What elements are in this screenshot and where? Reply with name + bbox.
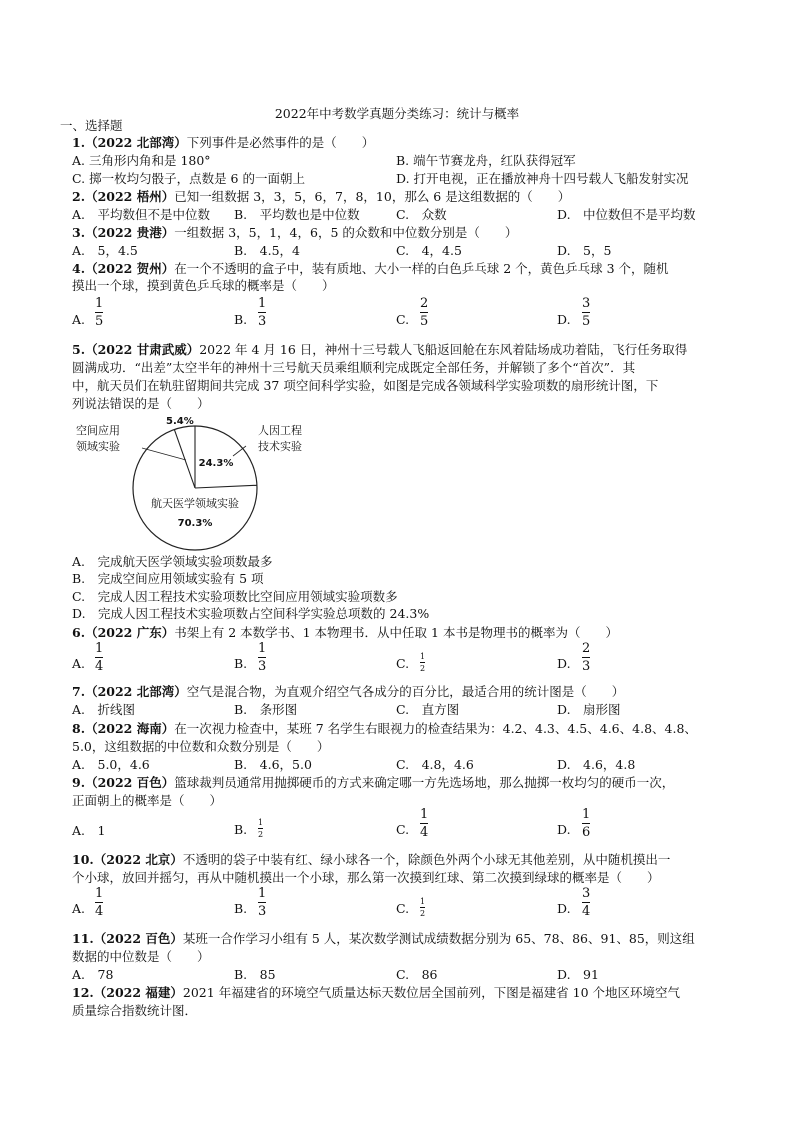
question-12 [72, 984, 680, 1001]
option-c: C. 掷一枚均匀骰子，点数是 6 的一面朝上 [72, 171, 305, 186]
numerator: 1 [420, 652, 426, 661]
question-source: （2022 贺州） [85, 261, 175, 276]
question-text: 2022 年 4 月 16 日，神州十三号载人飞船返回舱在东风着陆场成功着陆，飞行任务取得 [199, 342, 688, 357]
question-9 [72, 774, 674, 791]
question-text-cont: 圆满成功．“出差”太空半年的神州十三号航天员乘组顺利完成既定全部任务，并解锁了多个“首次”．其 [72, 360, 636, 375]
question-text: 篮球裁判员通常用抛掷硬币的方式来确定哪一方先选场地，那么抛掷一枚均匀的硬币一次， [174, 775, 675, 790]
numerator: 1 [95, 296, 104, 311]
question-text-cont: 个小球，放回并摇匀，再从中随机摸出一个小球，那么第一次摸到红球、第二次摸到绿球的概率是（ ） [72, 870, 660, 885]
question-text-cont: 摸出一个球，摸到黄色乒乓球的概率是（ ） [72, 278, 335, 293]
question-11 [72, 930, 695, 947]
option-c: C. 直方图 [396, 702, 460, 717]
question-5 [72, 341, 687, 358]
question-text: 一组数据 3，5，1，4，6，5 的众数和中位数分别是（ ） [174, 225, 518, 240]
question-text-cont: 列说法错误的是（ ） [72, 396, 210, 411]
question-text-cont: 数据的中位数是（ ） [72, 949, 210, 964]
option-d: D. 完成人因工程技术实验项数占空间科学实验总项数的 24.3% [72, 606, 430, 621]
question-source: （2022 海南） [85, 721, 175, 736]
question-text: 下列事件是必然事件的是（ ） [186, 135, 375, 150]
option-b-label: B. [234, 822, 248, 837]
option-a: A. 5.0，4.6 [72, 757, 150, 772]
option-b: B. 4.6，5.0 [234, 757, 312, 772]
option-a-label: A. [72, 901, 86, 916]
option-c: C. 4.8，4.6 [396, 757, 474, 772]
option-d-label: D. [557, 656, 571, 671]
question-text-cont: 正面朝上的概率是（ ） [72, 793, 223, 808]
slice-divider-2 [195, 485, 257, 488]
denominator: 4 [582, 904, 591, 919]
option-b-fraction [258, 818, 263, 839]
question-text-cont: 5.0，这组数据的中位数和众数分别是（ ） [72, 739, 330, 754]
question-text: 空气是混合物，为直观介绍空气各成分的百分比，最适合用的统计图是（ ） [186, 684, 625, 699]
option-d: D. 中位数但不是平均数 [557, 207, 696, 222]
question-number: 4. [72, 261, 86, 276]
option-c: C. 4，4.5 [396, 243, 462, 258]
question-number: 7. [72, 684, 86, 699]
question-source: （2022 福建） [93, 985, 183, 1000]
option-d: D. 5，5 [557, 243, 612, 258]
denominator: 3 [258, 904, 267, 919]
denominator: 4 [95, 904, 104, 919]
question-10 [72, 851, 670, 868]
slice-label-medical: 航天医学领域实验 [151, 497, 239, 510]
slice-value-space: 5.4% [166, 416, 194, 427]
question-text-cont: 中，航天员们在轨驻留期间共完成 37 项空间科学实验，如图是完成各领域科学实验项数的扇形统计图，下 [72, 378, 659, 393]
option-b: B. 85 [234, 967, 276, 982]
slice-divider-3 [174, 430, 195, 488]
question-7 [72, 683, 624, 700]
denominator: 3 [258, 314, 267, 329]
option-b-label: B. [234, 901, 248, 916]
slice-label-human-1: 人因工程 [258, 424, 302, 437]
option-b: B. 4.5，4 [234, 243, 300, 258]
numerator: 2 [582, 641, 591, 656]
option-c-label: C. [396, 312, 410, 327]
question-number: 2. [72, 189, 86, 204]
option-d-label: D. [557, 822, 571, 837]
pie-chart [70, 412, 330, 552]
option-d-fraction [582, 641, 590, 674]
question-text: 在一次视力检查中，某班 7 名学生右眼视力的检查结果为：4.2、4.3、4.5、4.6、4.8、4.8、 [174, 721, 697, 736]
question-source: （2022 北部湾） [85, 135, 187, 150]
question-6 [72, 624, 618, 641]
page-title: 2022年中考数学真题分类练习：统计与概率 [274, 106, 520, 121]
question-source: （2022 百色） [85, 775, 175, 790]
numerator: 3 [582, 886, 591, 901]
denominator: 3 [582, 659, 591, 674]
option-b: B. 条形图 [234, 702, 298, 717]
slice-value-human: 24.3% [198, 458, 234, 469]
option-a: A. 5，4.5 [72, 243, 138, 258]
question-text: 2021 年福建省的环境空气质量达标天数位居全国前列，下图是福建省 10 个地区环境空气 [182, 985, 681, 1000]
option-b-fraction [258, 886, 266, 919]
denominator: 4 [95, 659, 104, 674]
leader-line-space [142, 448, 186, 460]
question-text: 已知一组数据 3，3，5，6，7，8，10，那么 6 是这组数据的（ ） [174, 189, 571, 204]
option-d: D. 打开电视，正在播放神舟十四号载人飞船发射实况 [396, 171, 689, 186]
question-source: （2022 梧州） [85, 189, 175, 204]
option-b-fraction [258, 641, 266, 674]
denominator: 2 [420, 909, 426, 918]
question-source: （2022 广东） [85, 625, 175, 640]
numerator: 1 [258, 886, 267, 901]
denominator: 2 [420, 664, 426, 673]
option-a: A. 折线图 [72, 702, 136, 717]
slice-label-space-1: 空间应用 [76, 424, 120, 437]
option-a: A. 平均数但不是中位数 [72, 207, 211, 222]
question-8 [72, 720, 697, 737]
question-source: （2022 甘肃武威） [85, 342, 200, 357]
question-number: 8. [72, 721, 86, 736]
question-source: （2022 北京） [93, 852, 183, 867]
option-a: A. 完成航天医学领域实验项数最多 [72, 554, 273, 569]
option-c: C. 86 [396, 967, 438, 982]
slice-label-human-2: 技术实验 [258, 440, 302, 453]
option-b-fraction [258, 296, 266, 329]
question-number: 9. [72, 775, 86, 790]
option-c-fraction [420, 652, 425, 673]
section-heading: 一、选择题 [60, 118, 123, 133]
option-a-label: A. [72, 312, 86, 327]
question-text: 书架上有 2 本数学书、1 本物理书．从中任取 1 本书是物理书的概率为（ ） [174, 625, 618, 640]
question-text: 不透明的袋子中装有红、绿小球各一个，除颜色外两个小球无其他差别，从中随机摸出一 [182, 852, 671, 867]
option-c: C. 完成人因工程技术实验项数比空间应用领域实验项数多 [72, 589, 398, 604]
numerator: 3 [582, 296, 591, 311]
question-source: （2022 北部湾） [85, 684, 187, 699]
option-a: A. 三角形内角和是 180° [72, 153, 211, 168]
option-a-fraction [95, 641, 103, 674]
question-number: 3. [72, 225, 86, 240]
option-d: D. 扇形图 [557, 702, 621, 717]
numerator: 1 [420, 897, 426, 906]
question-source: （2022 百色） [93, 931, 183, 946]
slice-label-space-2: 领域实验 [76, 440, 120, 453]
option-b: B. 端午节赛龙舟，红队获得冠军 [396, 153, 576, 168]
question-number: 12. [72, 985, 94, 1000]
option-c-label: C. [396, 656, 410, 671]
option-a-label: A. [72, 656, 86, 671]
denominator: 5 [420, 314, 429, 329]
question-number: 11. [72, 931, 94, 946]
option-b: B. 完成空间应用领域实验有 5 项 [72, 571, 264, 586]
numerator: 1 [95, 886, 104, 901]
denominator: 5 [95, 314, 104, 329]
option-b: B. 平均数也是中位数 [234, 207, 360, 222]
slice-value-medical: 70.3% [177, 518, 213, 529]
numerator: 2 [420, 296, 429, 311]
question-source: （2022 贵港） [85, 225, 175, 240]
numerator: 1 [420, 807, 429, 822]
numerator: 1 [95, 641, 104, 656]
denominator: 4 [420, 825, 429, 840]
question-number: 6. [72, 625, 86, 640]
option-a-fraction [95, 886, 103, 919]
denominator: 2 [258, 830, 264, 839]
numerator: 1 [582, 807, 591, 822]
numerator: 1 [258, 296, 267, 311]
option-c-label: C. [396, 822, 410, 837]
option-c-fraction [420, 296, 428, 329]
option-c-fraction [420, 897, 425, 918]
question-3 [72, 224, 517, 241]
question-number: 5. [72, 342, 86, 357]
question-2 [72, 188, 570, 205]
question-1 [72, 134, 374, 151]
numerator: 1 [258, 818, 264, 827]
option-d-fraction [582, 886, 590, 919]
question-4 [72, 260, 669, 277]
option-c-fraction [420, 807, 428, 840]
option-a-fraction [95, 296, 103, 329]
option-b-label: B. [234, 312, 248, 327]
question-text: 某班一合作学习小组有 5 人，某次数学测试成绩数据分别为 65、78、86、91、85，则这组 [182, 931, 695, 946]
option-d-label: D. [557, 312, 571, 327]
question-text-cont: 质量综合指数统计图． [72, 1003, 198, 1018]
question-number: 1. [72, 135, 86, 150]
option-d: D. 91 [557, 967, 599, 982]
option-b-label: B. [234, 656, 248, 671]
question-text: 在一个不透明的盒子中，装有质地、大小一样的白色乒乓球 2 个，黄色乒乓球 3 个，随机 [174, 261, 669, 276]
option-d: D. 4.6，4.8 [557, 757, 636, 772]
denominator: 3 [258, 659, 267, 674]
question-number: 10. [72, 852, 94, 867]
denominator: 6 [582, 825, 591, 840]
option-c: C. 众数 [396, 207, 447, 222]
option-d-fraction [582, 807, 590, 840]
option-a: A. 78 [72, 967, 114, 982]
option-d-fraction [582, 296, 590, 329]
denominator: 5 [582, 314, 591, 329]
option-c-label: C. [396, 901, 410, 916]
numerator: 1 [258, 641, 267, 656]
option-a: A. 1 [72, 823, 106, 838]
option-d-label: D. [557, 901, 571, 916]
